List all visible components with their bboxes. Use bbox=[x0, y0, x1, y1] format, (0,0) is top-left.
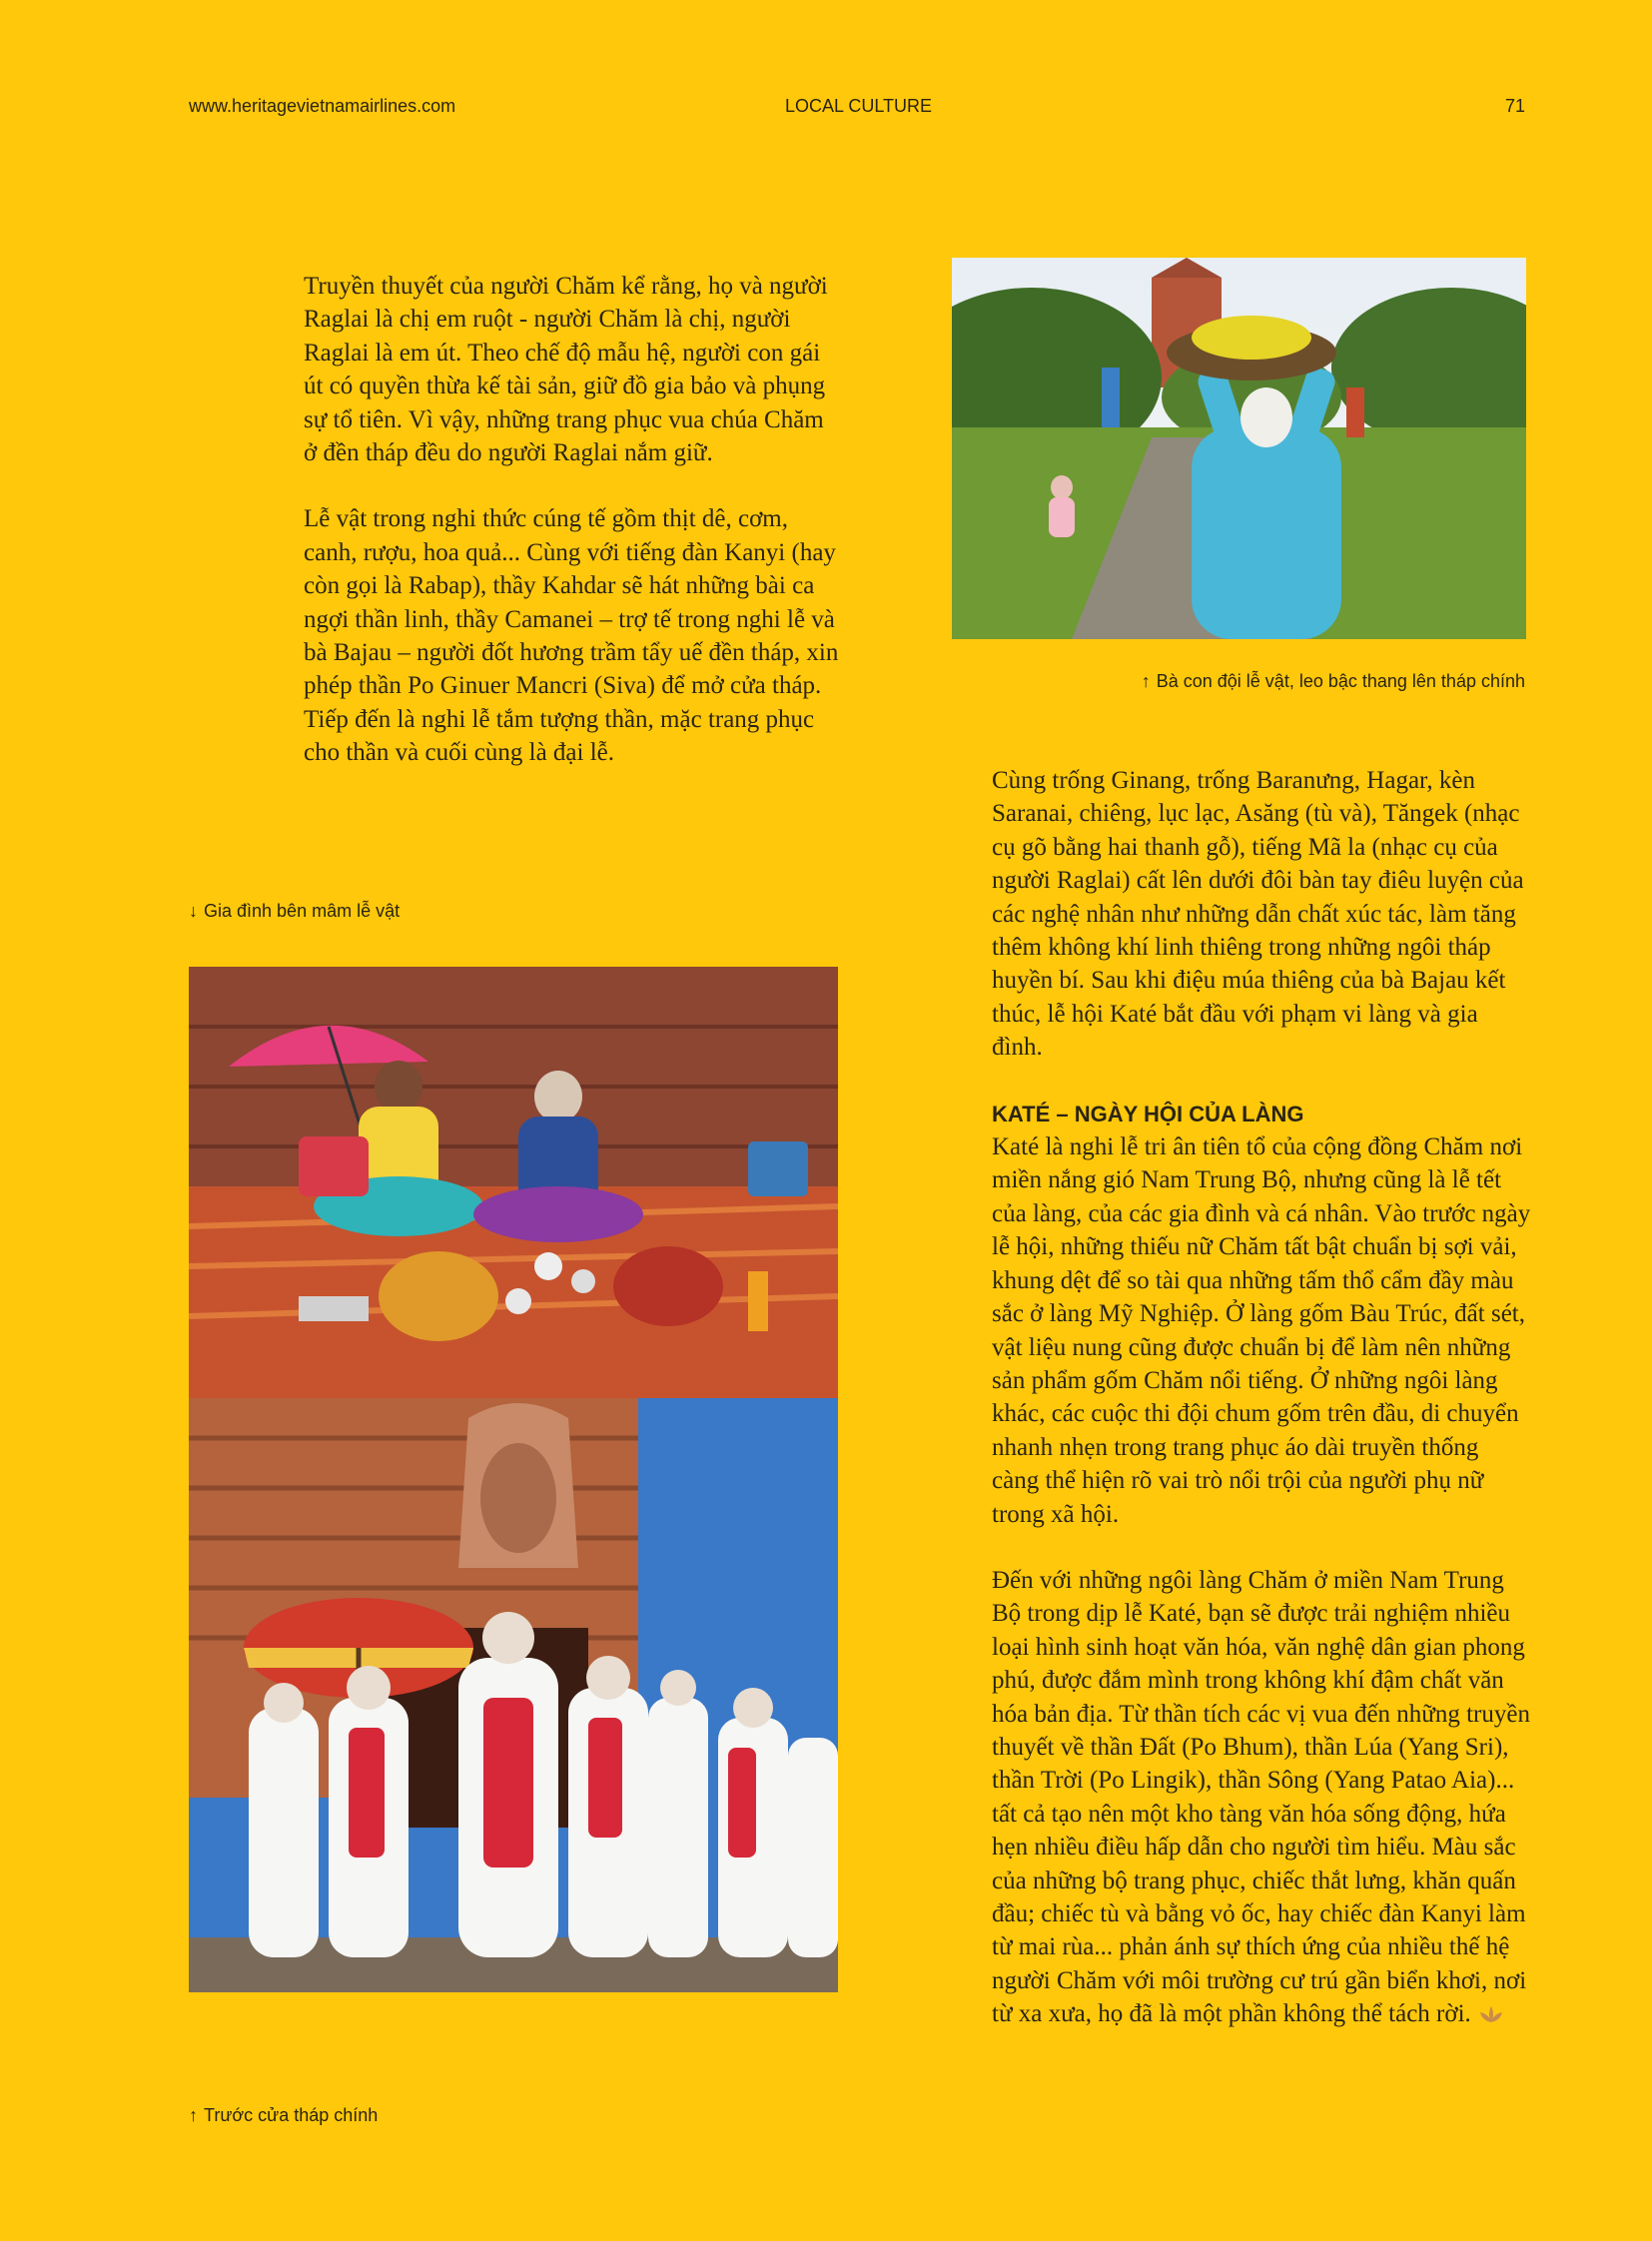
left-paragraph-1: Truyền thuyết của người Chăm kể rằng, họ và người Raglai là chị em ruột - người Chăm là chị, người Raglai là em út. Theo chế độ mẫu hệ, người con gái út có quyền thừa kế tài sản, giữ đồ gia bảo và phụng sự tổ tiên. Vì vậy, những trang phục vua chúa Chăm ở đền tháp đều do người Raglai nắm giữ. bbox=[304, 273, 828, 467]
caption-family-offerings-text: Gia đình bên mâm lễ vật bbox=[204, 901, 401, 921]
arrow-up-icon: ↑ bbox=[1141, 671, 1151, 691]
caption-offering-procession bbox=[1142, 671, 1525, 692]
photo-offering-procession bbox=[952, 258, 1526, 639]
site-url[interactable]: www.heritagevietnamairlines.com bbox=[189, 96, 456, 116]
caption-family-offerings bbox=[189, 901, 400, 922]
caption-offering-procession-text: Bà con đội lễ vật, leo bậc thang lên tháp chính bbox=[1156, 671, 1525, 691]
lotus-icon bbox=[1477, 2004, 1505, 2024]
right-paragraph-3 bbox=[992, 1564, 1531, 2031]
right-paragraph-2: Katé là nghi lễ tri ân tiên tổ của cộng đồng Chăm nơi miền nắng gió Nam Trung Bộ, nhưng cũng là lễ tết của làng, của các gia đình và cá nhân. Vào trước ngày lễ hội, những thiếu nữ Chăm tất bật chuẩn bị sợi vải, khung dệt để so tài qua những tấm thổ cẩm đầy màu sắc ở làng Mỹ Nghiệp. Ở làng gốm Bàu Trúc, đất sét, vật liệu nung cũng được chuẩn bị để làm nên những sản phẩm gốm Chăm nổi tiếng. Ở những ngôi làng khác, các cuộc thi đội chum gốm trên đầu, di chuyển nhanh nhẹn trong trang phục áo dài truyền thống càng thể hiện rõ vai trò nổi trội của người phụ nữ trong xã hội. bbox=[992, 1133, 1531, 1528]
left-paragraph-2: Lễ vật trong nghi thức cúng tế gồm thịt dê, cơm, canh, rượu, hoa quả... Cùng với tiếng đàn Kanyi (hay còn gọi là Rabap), thầy Kahdar sẽ hát những bài ca ngợi thần linh, thầy Camanei – trợ tế trong nghi lễ và bà Bajau – người đốt hương trầm tẩy uế đền tháp, xin phép thần Po Ginuer Mancri (Siva) để mở cửa tháp. Tiếp đến là nghi lễ tắm tượng thần, mặc trang phục cho thần và cuối cùng là đại lễ. bbox=[304, 505, 839, 767]
arrow-down-icon: ↓ bbox=[189, 901, 198, 921]
section-heading: KATÉ – NGÀY HỘI CỦA LÀNG bbox=[992, 1101, 1304, 1126]
right-text-column bbox=[992, 764, 1531, 2031]
left-text-column bbox=[304, 270, 843, 803]
page-number: 71 bbox=[1504, 96, 1525, 116]
photo-family-offerings bbox=[189, 967, 838, 1398]
right-paragraph-1: Cùng trống Ginang, trống Baranưng, Hagar, kèn Saranai, chiêng, lục lạc, Asăng (tù và), Tăngek (nhạc cụ gõ bằng hai thanh gỗ), tiếng Mã la (nhạc cụ của người Raglai) cất lên dưới đôi bàn tay điêu luyện của các nghệ nhân như những dẫn chất xúc tác, làm tăng thêm không khí linh thiêng trong những ngôi tháp huyền bí. Sau khi điệu múa thiêng của bà Bajau kết thúc, lễ hội Katé bắt đầu với phạm vi làng và gia đình. bbox=[992, 767, 1524, 1062]
caption-priests-at-tower-text: Trước cửa tháp chính bbox=[204, 2105, 379, 2125]
arrow-up-icon: ↑ bbox=[189, 2105, 198, 2125]
section-label: LOCAL CULTURE bbox=[785, 96, 933, 116]
caption-priests-at-tower bbox=[189, 2105, 378, 2126]
photo-priests-at-tower bbox=[189, 1398, 838, 1992]
right-paragraph-3-text: Đến với những ngôi làng Chăm ở miền Nam Trung Bộ trong dịp lễ Katé, bạn sẽ được trải nghiệm nhiều loại hình sinh hoạt văn hóa, văn nghệ dân gian phong phú, được đắm mình trong không khí đậm chất văn hóa bản địa. Từ thần tích các vị vua đến những truyền thuyết về thần Đất (Po Bhum), thần Lúa (Yang Sri), thần Trời (Po Lingik), thần Sông (Yang Patao Aia)... tất cả tạo nên một kho tàng văn hóa sống động, hứa hẹn nhiều điều hấp dẫn cho người tìm hiểu. Màu sắc của những bộ trang phục, chiếc thắt lưng, khăn quấn đầu; chiếc tù và bằng vỏ ốc, hay chiếc đàn Kanyi làm từ mai rùa... phản ánh sự thích ứng của nhiều thế hệ người Chăm với môi trường cư trú gần biển khơi, nơi từ xa xưa, họ đã là một phần không thể tách rời. bbox=[992, 1566, 1530, 2028]
